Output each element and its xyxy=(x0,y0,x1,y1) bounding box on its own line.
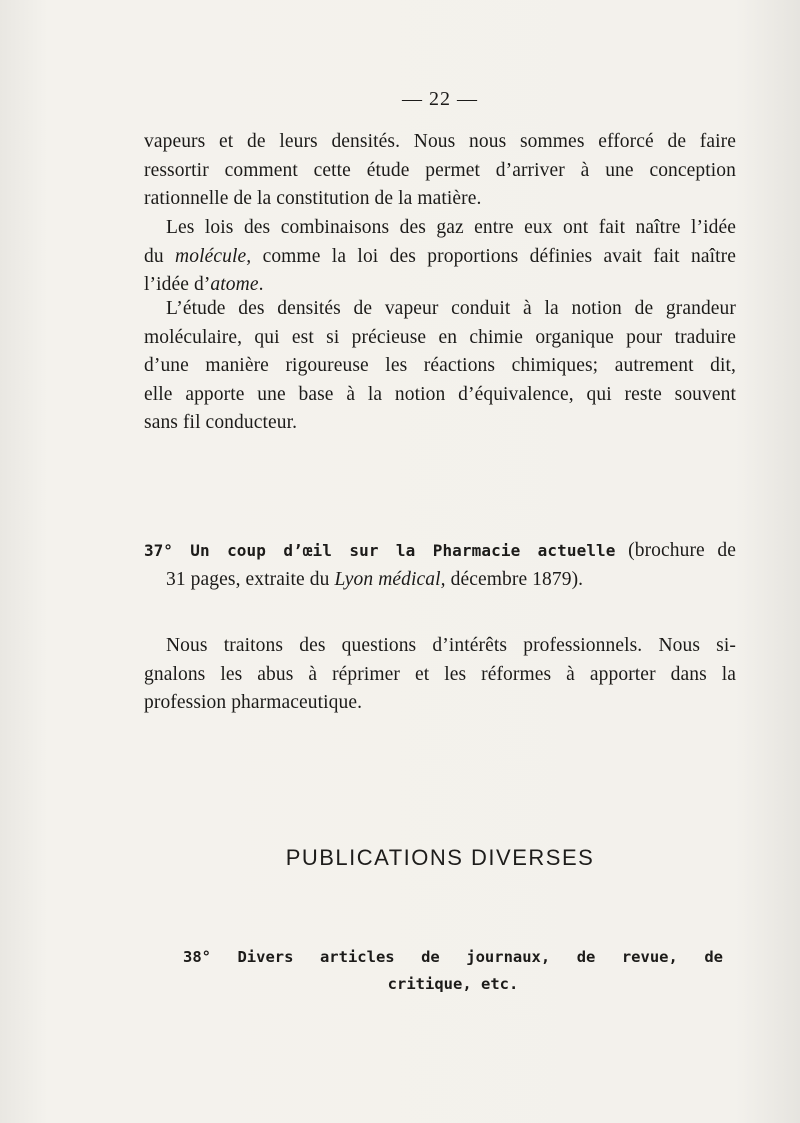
text-line: critique, etc. xyxy=(387,975,519,993)
text-line: gnalons les abus à réprimer et les réformes à apporter dans la xyxy=(144,663,736,685)
text-line: rationnelle de la constitution de la matière. xyxy=(144,188,482,209)
entry-number: 37° xyxy=(144,541,173,560)
text-line: ressortir comment cette étude permet d’arriver à une conception xyxy=(144,159,736,181)
text-line xyxy=(144,243,736,272)
text-span: 31 pages, extraite du xyxy=(166,568,335,590)
text-span: décembre 1879). xyxy=(445,568,584,590)
text-line: sans fil conducteur. xyxy=(144,412,298,433)
entry-38 xyxy=(183,944,723,998)
text-line: Nous traitons des questions d’intérêts professionnels. Nous si- xyxy=(166,635,736,656)
intro-paragraph xyxy=(144,128,736,214)
text-line xyxy=(144,537,736,566)
densities-paragraph xyxy=(144,295,736,438)
text-span: (brochure de xyxy=(615,540,736,561)
text-line: 38° Divers articles de journaux, de revue, de xyxy=(183,948,723,966)
text-line: profession pharmaceutique. xyxy=(144,692,363,713)
text-span: comme la loi des proportions définies avait fait naître xyxy=(251,245,736,267)
entry-37 xyxy=(144,537,736,594)
text-line: moléculaire, qui est si précieuse en chimie organique pour traduire xyxy=(144,326,736,348)
text-span: l’idée d’ xyxy=(144,274,211,295)
professional-paragraph xyxy=(144,632,736,718)
laws-paragraph xyxy=(144,214,736,300)
text-line: L’étude des densités de vapeur conduit à la notion de grandeur xyxy=(166,298,736,319)
text-line: d’une manière rigoureuse les réactions chimiques; autrement dit, xyxy=(144,355,736,376)
page-number: — 22 — xyxy=(402,88,478,110)
section-heading: PUBLICATIONS DIVERSES xyxy=(285,845,595,870)
text-line xyxy=(144,566,736,595)
text-span: . xyxy=(258,274,264,295)
text-span: du xyxy=(144,245,176,267)
emphasis-atome: atome xyxy=(210,274,259,295)
text-line: Les lois des combinaisons des gaz entre eux ont fait naître l’idée xyxy=(166,217,736,238)
text-line: elle apporte une base à la notion d’équivalence, qui reste souvent xyxy=(144,383,736,405)
emphasis-journal: Lyon médical, xyxy=(334,568,446,590)
text-line: vapeurs et de leurs densités. Nous nous sommes efforcé de faire xyxy=(144,131,736,152)
emphasis-molecule: molécule, xyxy=(175,245,252,267)
entry-title: Un coup d’œil sur la Pharmacie actuelle xyxy=(172,541,616,560)
